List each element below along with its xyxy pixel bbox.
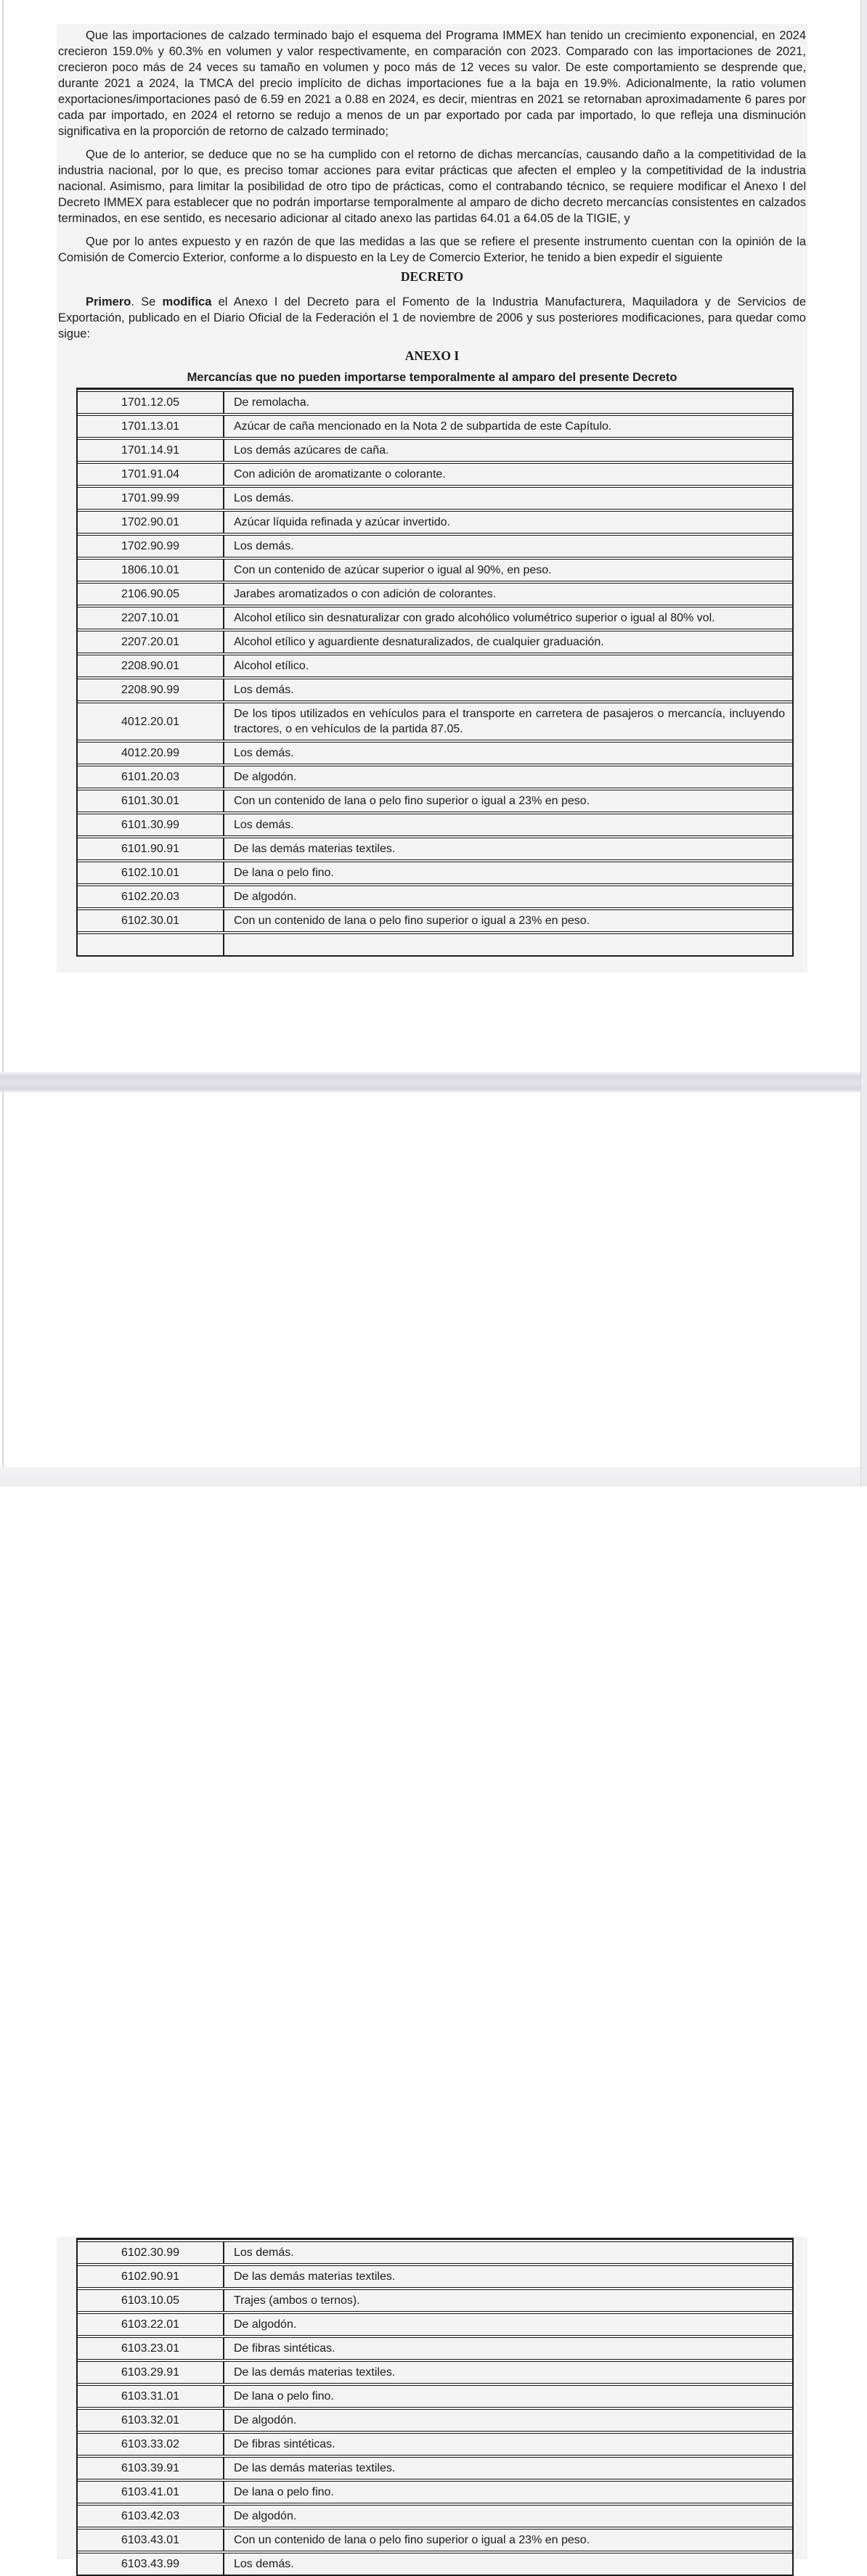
tariff-desc-cell: De algodón. [234, 2414, 297, 2426]
tariff-code-cell: 4012.20.99 [78, 743, 224, 764]
tariff-code-cell: 2106.90.05 [78, 584, 224, 605]
tariff-code-cell: 2208.90.99 [78, 679, 224, 700]
tariff-code-cell: 6101.30.01 [78, 790, 224, 811]
tariff-row [78, 2503, 792, 2527]
tariff-desc-cell: Con adición de aromatizante o colorante. [234, 468, 446, 481]
tariff-code-cell: 6103.23.01 [78, 2338, 224, 2359]
page-break-gap [0, 1072, 867, 1092]
tariff-row [78, 835, 792, 859]
tariff-row [78, 485, 792, 509]
tariff-code-cell: 1702.90.99 [78, 536, 224, 557]
tariff-desc-cell: Con un contenido de lana o pelo fino superior o igual a 23% en peso. [234, 2534, 590, 2546]
tariff-code-cell: 4012.20.01 [78, 703, 224, 740]
tariff-desc-cell: De algodón. [234, 2318, 297, 2331]
tariff-desc-cell: Alcohol etílico y aguardiente desnaturalizados, de cualquier graduación. [234, 636, 604, 648]
bottom-page-break-gap [0, 1467, 867, 1487]
tariff-row [78, 509, 792, 533]
tariff-row [78, 2431, 792, 2455]
tariff-desc-cell: Los demás. [234, 492, 294, 504]
tariff-code-cell: 2207.20.01 [78, 631, 224, 653]
tariff-row [78, 740, 792, 764]
tariff-code-cell: 6103.43.99 [78, 2553, 224, 2575]
tariff-row [78, 676, 792, 700]
tariff-row [78, 931, 792, 955]
tariff-code-cell: 6102.30.99 [78, 2242, 224, 2263]
tariff-desc-cell: De remolacha. [234, 396, 310, 409]
page-left-edge-line [2, 0, 4, 1467]
tariff-code-cell: 6103.32.01 [78, 2410, 224, 2431]
tariff-desc-cell: Trajes (ambos o ternos). [234, 2294, 360, 2307]
document-page-1 [4, 0, 860, 1072]
primero-rest-text: el Anexo I del Decreto para el Fomento de la Industria Manufacturera, Maquiladora y de Servicios de Exportación, publicado en el Diario Oficial de la Federación el 1 de noviembre de 2006 y sus posteriores modificaciones, para quedar como sigue: [58, 295, 807, 340]
tariff-desc-cell: Los demás. [234, 684, 294, 696]
tariff-code-cell: 6103.22.01 [78, 2314, 224, 2335]
tariff-code-cell: 6103.31.01 [78, 2386, 224, 2407]
tariff-desc-cell: De algodón. [234, 771, 297, 783]
tariff-desc-cell: Los demás. [234, 2246, 294, 2259]
tariff-code-cell: 6103.33.02 [78, 2434, 224, 2455]
tariff-desc-cell: Con un contenido de azúcar superior o igual al 90%, en peso. [234, 564, 552, 576]
primero-label: Primero [86, 295, 131, 308]
tariff-desc-cell: Jarabes aromatizados o con adición de colorantes. [234, 588, 497, 600]
tariff-row [78, 2335, 792, 2359]
tariff-code-cell [78, 934, 224, 955]
tariff-code-cell: 1701.13.01 [78, 416, 224, 437]
tariff-code-cell: 6102.90.91 [78, 2266, 224, 2287]
tariff-row [78, 2407, 792, 2431]
tariff-code-cell: 6101.30.99 [78, 814, 224, 835]
recital-paragraph-2: Que de lo anterior, se deduce que no se ha cumplido con el retorno de dichas mercancías, causando daño a la competitividad de la industria nacional, por lo que, es preciso tomar acciones para evitar prácticas que afecten el empleo y la competitividad de la industria nacional. Asimismo, para limitar la posibilidad de otro tipo de prácticas, como el contrabando técnico, se requiere modificar el Anexo I del Decreto IMMEX para establecer que no podrán importarse temporalmente al amparo de dicho decreto mercancías consistentes en calzados terminados, en ese sentido, es necesario adicionar al citado anexo las partidas 64.01 a 64.05 de la TIGIE, y [58, 148, 806, 225]
tariff-code-cell: 6102.20.03 [78, 886, 224, 907]
tariff-row [78, 907, 792, 931]
annex-table-title: Mercancías que no pueden importarse temporalmente al amparo del presente Decreto [187, 371, 677, 384]
tariff-row [78, 700, 792, 740]
tariff-code-cell: 1702.90.01 [78, 512, 224, 533]
tariff-desc-cell: De las demás materias textiles. [234, 2366, 396, 2379]
tariff-desc-cell: Los demás azúcares de caña. [234, 444, 389, 457]
tariff-row [78, 788, 792, 811]
tariff-row [78, 2359, 792, 2383]
tariff-desc-cell: Los demás. [234, 819, 294, 831]
recital-paragraph-3: Que por lo antes expuesto y en razón de que las medidas a las que se refiere el presente instrumento cuentan con la opinión de la Comisión de Comercio Exterior, conforme a lo dispuesto en la Ley de Comercio Exterior, he tenido a bien expedir el siguiente [58, 235, 806, 264]
tariff-row [78, 605, 792, 629]
tariff-row [78, 2551, 792, 2575]
tariff-code-cell: 1701.99.99 [78, 488, 224, 509]
recital-paragraph-1: Que las importaciones de calzado terminado bajo el esquema del Programa IMMEX han tenido un crecimiento exponencial, en 2024 crecieron 159.0% y 60.3% en volumen y valor respectivamente, en comparación con 2023. Comparado con las importaciones de 2021, crecieron poco más de 24 veces su tamaño en volumen y poco más de 12 veces su valor. De este comportamiento se desprende que, durante 2021 a 2024, la TMCA del precio implícito de dichas importaciones fue a la baja en 19.9%. Adicionalmente, la ratio volumen exportaciones/importaciones pasó de 6.59 en 2021 a 0.88 en 2024, es decir, mientras en 2021 se retornaban aproximadamente 6 pares por cada par importado, en 2024 el retorno se redujo a menos de un par exportado por cada par importado, lo que refleja una disminución significativa en la proporción de retorno de calzado terminado; [58, 29, 806, 138]
tariff-row [78, 2455, 792, 2479]
anexo-heading: ANEXO I [404, 348, 460, 363]
tariff-row [78, 2239, 792, 2263]
tariff-code-cell: 6101.90.91 [78, 838, 224, 859]
tariff-desc-cell: De lana o pelo fino. [234, 2390, 334, 2403]
modifica-label: modifica [162, 295, 212, 308]
tariff-desc-cell: De las demás materias textiles. [234, 2270, 396, 2283]
tariff-desc-cell: Con un contenido de lana o pelo fino superior o igual a 23% en peso. [234, 795, 590, 807]
document-page-2 [4, 1092, 860, 2570]
tariff-code-cell: 1701.12.05 [78, 392, 224, 413]
tariff-desc-cell: Azúcar líquida refinada y azúcar invertido. [234, 516, 450, 528]
tariff-code-cell: 2208.90.01 [78, 655, 224, 676]
tariff-row [78, 437, 792, 461]
tariff-row [78, 2263, 792, 2287]
tariff-code-cell: 6101.20.03 [78, 766, 224, 788]
tariff-row [78, 811, 792, 835]
primero-paragraph [58, 294, 806, 342]
tariff-code-cell: 6103.43.01 [78, 2530, 224, 2551]
tariff-row [78, 461, 792, 485]
tariff-desc-cell: De las demás materias textiles. [234, 843, 396, 855]
tariff-row [78, 581, 792, 605]
tariff-desc-cell: Con un contenido de lana o pelo fino superior o igual a 23% en peso. [234, 915, 590, 927]
tariff-row [78, 2287, 792, 2311]
tariff-row [78, 389, 792, 413]
tariff-desc-cell: Los demás. [234, 540, 294, 552]
tariff-table-page1 [76, 388, 794, 957]
primero-mid-text: . Se [131, 295, 163, 308]
tariff-code-cell: 6102.10.01 [78, 862, 224, 883]
tariff-row [78, 557, 792, 581]
tariff-row [78, 859, 792, 883]
tariff-row [78, 2527, 792, 2551]
tariff-code-cell: 1806.10.01 [78, 560, 224, 581]
tariff-code-cell: 6102.30.01 [78, 910, 224, 931]
tariff-row [78, 653, 792, 676]
tariff-desc-cell: De lana o pelo fino. [234, 2486, 334, 2498]
decreto-heading: DECRETO [400, 269, 464, 284]
tariff-code-cell: 6103.29.91 [78, 2362, 224, 2383]
tariff-code-cell: 6103.41.01 [78, 2482, 224, 2503]
tariff-desc-cell: De algodón. [234, 891, 297, 903]
tariff-desc-cell: De algodón. [234, 2510, 297, 2522]
tariff-table-page2 [76, 2238, 794, 2576]
tariff-code-cell: 6103.42.03 [78, 2506, 224, 2527]
tariff-desc-cell: Los demás. [234, 747, 294, 759]
tariff-code-cell: 1701.91.04 [78, 464, 224, 485]
tariff-code-cell: 1701.14.91 [78, 440, 224, 461]
tariff-desc-cell [224, 934, 792, 955]
tariff-desc-cell: De lana o pelo fino. [234, 867, 334, 879]
tariff-row [78, 533, 792, 557]
page1-content-block [57, 24, 807, 973]
tariff-row [78, 2383, 792, 2407]
tariff-desc-cell: De fibras sintéticas. [234, 2342, 335, 2355]
tariff-desc-cell: De fibras sintéticas. [234, 2438, 335, 2450]
tariff-code-cell: 2207.10.01 [78, 608, 224, 629]
tariff-row [78, 883, 792, 907]
tariff-row [78, 2311, 792, 2335]
tariff-desc-cell: Alcohol etílico. [234, 660, 309, 672]
scrollbar-track[interactable] [860, 0, 867, 1487]
tariff-desc-cell: Los demás. [234, 2558, 294, 2570]
tariff-desc-cell: De los tipos utilizados en vehículos para el transporte en carretera de pasajeros o mercancía, incluyendo tractores, o en vehículos de la partida 87.05. [234, 708, 785, 735]
tariff-desc-cell: Azúcar de caña mencionado en la Nota 2 de subpartida de este Capítulo. [234, 420, 612, 433]
page2-content-block [57, 2236, 807, 2570]
tariff-row [78, 413, 792, 437]
tariff-row [78, 764, 792, 788]
tariff-desc-cell: Alcohol etílico sin desnaturalizar con grado alcohólico volumétrico superior o igual al 80% vol. [234, 612, 715, 624]
tariff-row [78, 629, 792, 653]
tariff-row [78, 2479, 792, 2503]
tariff-code-cell: 6103.39.91 [78, 2458, 224, 2479]
tariff-code-cell: 6103.10.05 [78, 2290, 224, 2311]
tariff-desc-cell: De las demás materias textiles. [234, 2462, 396, 2474]
